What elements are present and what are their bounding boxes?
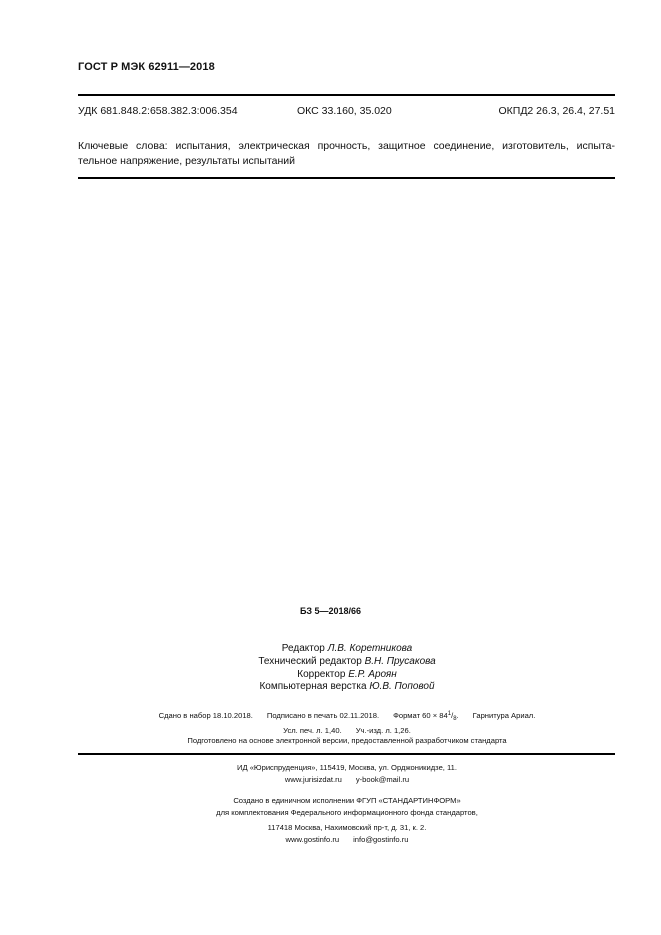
format: Формат $60 \times 84^1/_8$. xyxy=(393,711,459,722)
print-info xyxy=(0,708,661,737)
creator-line-2: для комплектования Федерального информационного фонда стандартов, xyxy=(216,807,478,817)
credit-tech-editor: Технический редактор В.Н. Прусакова xyxy=(258,655,436,667)
keywords-line-2: тельное напряжение, результаты испытаний xyxy=(78,155,296,167)
layout-name: Ю.В. Поповой xyxy=(369,681,435,693)
typeface: Гарнитура Ариал. xyxy=(472,711,536,720)
publisher-address: ИД «Юриспруденция», 115419, Москва, ул. Орджоникидзе, 11. xyxy=(236,763,458,772)
prepared-note: Подготовлено на основе электронной версии, предоставленной разработчиком стандарта xyxy=(187,736,507,745)
creator-address: 117418 Москва, Нахимовский пр-т, д. 31, к. 2. xyxy=(267,823,427,832)
creator-block xyxy=(0,795,661,845)
oks-code: ОКС 33.160, 35.020 xyxy=(297,105,392,117)
publisher-block xyxy=(0,762,661,785)
top-divider xyxy=(78,94,615,96)
publisher-email-link[interactable]: y-book@mail.ru xyxy=(355,774,410,784)
creator-contacts xyxy=(0,834,661,846)
creator-website-link[interactable]: www.gostinfo.ru xyxy=(285,834,340,844)
credit-proofreader: Корректор Е.Р. Ароян xyxy=(297,668,397,680)
tech-editor-name: В.Н. Прусакова xyxy=(364,655,436,667)
publisher-website-link[interactable]: www.jurisizdat.ru xyxy=(284,774,342,784)
print-info-line-1 xyxy=(0,708,661,725)
publisher-contacts xyxy=(0,774,661,786)
keywords-line-1: Ключевые слова: испытания, электрическая прочность, защитное соединение, изготовитель, испыта- xyxy=(78,140,615,152)
keywords-block xyxy=(78,139,615,169)
credit-layout: Компьютерная верстка Ю.В. Поповой xyxy=(259,681,435,693)
signed-date: Подписано в печать 02.11.2018. xyxy=(266,711,380,720)
proofreader-name: Е.Р. Ароян xyxy=(348,668,397,680)
credit-editor: Редактор Л.В. Коретникова xyxy=(281,643,413,654)
creator-line-1: Создано в единичном исполнении ФГУП «СТАНДАРТИНФОРМ» xyxy=(233,796,461,805)
credits-block xyxy=(0,643,661,694)
bz-number: БЗ 5—2018/66 xyxy=(299,606,362,616)
classification-row xyxy=(78,105,615,119)
udk-code: УДК 681.848.2:658.382.3:006.354 xyxy=(78,105,238,117)
bottom-divider xyxy=(78,753,615,755)
okpd-code: ОКПД2 26.3, 26.4, 27.51 xyxy=(498,105,615,117)
publ-sheets: Уч.-изд. л. 1,26. xyxy=(355,726,411,735)
keywords-divider xyxy=(78,177,615,179)
submitted-date: Сдано в набор 18.10.2018. xyxy=(158,711,253,720)
document-title: ГОСТ Р МЭК 62911—2018 xyxy=(78,61,215,73)
editor-name: Л.В. Коретникова xyxy=(327,643,413,654)
print-sheets: Усл. печ. л. 1,40. xyxy=(283,726,342,735)
creator-email-link[interactable]: info@gostinfo.ru xyxy=(353,834,409,844)
